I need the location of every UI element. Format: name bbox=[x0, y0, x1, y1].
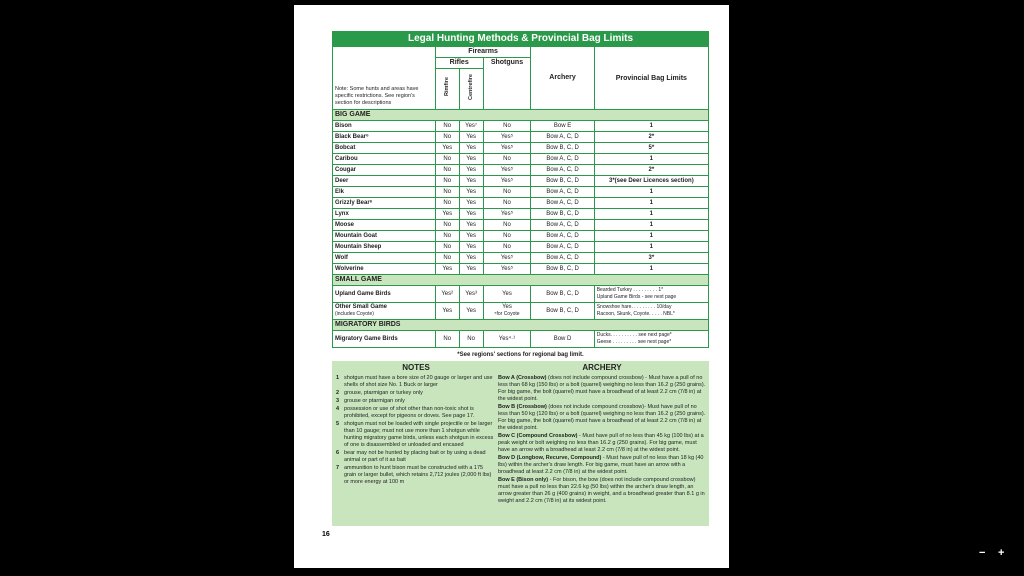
centrefire-value: Yes⁷ bbox=[459, 121, 483, 132]
note-text: grouse or ptarmigan only bbox=[344, 398, 405, 404]
shotgun-value: Yes⁵ bbox=[483, 176, 531, 187]
species-name: Cougar bbox=[333, 165, 436, 176]
bag-limit-value: 1 bbox=[594, 220, 708, 231]
centrefire-value: Yes bbox=[459, 220, 483, 231]
species-name: Wolf bbox=[333, 253, 436, 264]
rimfire-value: No bbox=[435, 187, 459, 198]
centrefire-value: Yes bbox=[459, 253, 483, 264]
species-name: Bison bbox=[333, 121, 436, 132]
archery-item bbox=[498, 375, 706, 403]
archery-value: Bow A, C, D bbox=[531, 242, 594, 253]
shotgun-value: Yes⁵ bbox=[483, 253, 531, 264]
bag-limit-value: 1 bbox=[594, 187, 708, 198]
section-small-game: SMALL GAME bbox=[333, 275, 709, 286]
rimfire-value: No bbox=[435, 121, 459, 132]
bag-limit-value: 1 bbox=[594, 121, 708, 132]
centrefire-value: Yes bbox=[459, 209, 483, 220]
archery-heading: Bow C (Compound Crossbow) bbox=[498, 433, 578, 439]
rimfire-value: No bbox=[435, 231, 459, 242]
note-number: 5 bbox=[336, 421, 340, 427]
shotgun-value: No bbox=[483, 198, 531, 209]
archery-heading: Bow E (Bison only) bbox=[498, 477, 549, 483]
species-name bbox=[333, 303, 436, 320]
shotgun-value: No bbox=[483, 220, 531, 231]
bag-limit-value: 1 bbox=[594, 231, 708, 242]
rimfire-value: No bbox=[435, 331, 459, 348]
archery-text: (does not include compound crossbow) - Must have a pull of no less than 68 kg (150 lbs) or a bolt (quarrel) weighing no less than 16.2 g (250 grains). For big game, the bolt (quarrel) must have a broadhead of at least 2.2 cm (7/8 in) at the widest point. bbox=[498, 375, 706, 402]
table-row bbox=[333, 165, 709, 176]
archery-text: - Must have pull of no less than 45 kg (100 lbs) at a peak weight or bolt weighing no less than 16.2 g (250 grains). For big game, must have an arrow with a broadhead at least 2.2 cm (7/8 in) at the widest point. bbox=[498, 433, 704, 453]
rimfire-value: No bbox=[435, 242, 459, 253]
table-row bbox=[333, 286, 709, 303]
shotgun-value: Yes⁴·¹ bbox=[483, 331, 531, 348]
header-shotguns: Shotguns bbox=[483, 58, 531, 110]
shotgun-value: No bbox=[483, 121, 531, 132]
table-row bbox=[333, 231, 709, 242]
species-name: Mountain Goat bbox=[333, 231, 436, 242]
shotgun-value: No bbox=[483, 231, 531, 242]
rimfire-value: Yes bbox=[435, 143, 459, 154]
section-big-game: BIG GAME bbox=[333, 110, 709, 121]
archery-value: Bow A, C, D bbox=[531, 253, 594, 264]
header-note: Note: Some hunts and areas have specific restrictions. See region's section for descriptions bbox=[333, 47, 436, 110]
archery-value: Bow A, C, D bbox=[531, 231, 594, 242]
centrefire-value: Yes bbox=[459, 176, 483, 187]
archery-text: (does not include compound crossbow)- Must have pull of no less than 50 kg (120 lbs) or a bolt (quarrel) weighing no less than 16.2 g (250 grains). For big game, the bolt (quarrel) must have a broadhead of at least 2.2 cm (7/8 in) at the widest point. bbox=[498, 404, 706, 431]
species-name: Black Bear⁶ bbox=[333, 132, 436, 143]
archery-value: Bow A, C, D bbox=[531, 220, 594, 231]
bag-limit-value bbox=[594, 286, 708, 303]
rimfire-value: Yes bbox=[435, 264, 459, 275]
archery-value: Bow B, C, D bbox=[531, 286, 594, 303]
table-row bbox=[333, 264, 709, 275]
notes-column bbox=[336, 363, 496, 487]
archery-title: ARCHERY bbox=[582, 363, 622, 372]
species-name: Grizzly Bear⁶ bbox=[333, 198, 436, 209]
note-item bbox=[336, 390, 496, 397]
bag-limit-value: 1 bbox=[594, 154, 708, 165]
header-bag-limits: Provincial Bag Limits bbox=[594, 47, 708, 110]
shotgun-value: No bbox=[483, 154, 531, 165]
centrefire-value: Yes bbox=[459, 231, 483, 242]
table-row bbox=[333, 253, 709, 264]
archery-value: Bow A, C, D bbox=[531, 132, 594, 143]
archery-item bbox=[498, 404, 706, 432]
bag-limit-value: 3*(see Deer Licences section) bbox=[594, 176, 708, 187]
note-number: 3 bbox=[336, 398, 340, 404]
bag-limit-value bbox=[594, 331, 708, 348]
bag-limit-line: Ducks. . . . . . . . . . see next page* bbox=[596, 332, 672, 338]
species-name: Migratory Game Birds bbox=[333, 331, 436, 348]
archery-value: Bow B, C, D bbox=[531, 209, 594, 220]
rimfire-value: No bbox=[435, 220, 459, 231]
note-number: 6 bbox=[336, 450, 340, 456]
centrefire-value: No bbox=[459, 331, 483, 348]
note-text: possession or use of shot other than non-toxic shot is prohibited, except for pigeons or doves. See page 17. bbox=[344, 406, 475, 419]
species-name: Upland Game Birds bbox=[333, 286, 436, 303]
bag-limit-value: 3* bbox=[594, 253, 708, 264]
centrefire-value: Yes bbox=[459, 132, 483, 143]
rimfire-value: Yes bbox=[435, 209, 459, 220]
species-subtitle: (includes Coyote) bbox=[335, 311, 374, 317]
table-row bbox=[333, 143, 709, 154]
note-item bbox=[336, 375, 496, 389]
centrefire-value: Yes bbox=[459, 264, 483, 275]
table-row bbox=[333, 154, 709, 165]
bag-limit-value: 2* bbox=[594, 132, 708, 143]
bag-limit-line: Bearded Turkey . . . . . . . . . 1* bbox=[596, 287, 664, 293]
centrefire-value: Yes³ bbox=[459, 286, 483, 303]
shotgun-subtitle: ⁵for Coyote bbox=[494, 311, 520, 317]
zoom-in-icon[interactable]: + bbox=[998, 547, 1005, 559]
centrefire-value: Yes bbox=[459, 165, 483, 176]
rimfire-value: No bbox=[435, 253, 459, 264]
regional-footnote: *See regions' sections for regional bag limit. bbox=[457, 352, 584, 358]
archery-value: Bow B, C, D bbox=[531, 143, 594, 154]
note-number: 2 bbox=[336, 390, 340, 396]
centrefire-value: Yes bbox=[459, 242, 483, 253]
note-text: ammunition to hunt bison must be constructed with a 175 grain or larger bullet, which retains 2,712 joules (2,000 ft lbs) or more energy at 100 m bbox=[344, 465, 492, 485]
table-row bbox=[333, 187, 709, 198]
document-page bbox=[294, 5, 729, 568]
header-centrefire: Centrefire bbox=[468, 74, 475, 100]
species-name: Deer bbox=[333, 176, 436, 187]
centrefire-value: Yes bbox=[459, 198, 483, 209]
table-row bbox=[333, 331, 709, 348]
note-text: bear may not be hunted by placing bait or by using a dead animal or part of it as bait bbox=[344, 450, 486, 463]
bag-limit-value: 1 bbox=[594, 209, 708, 220]
bag-limit-line: Geese . . . . . . . . . see next page* bbox=[596, 339, 672, 345]
note-item bbox=[336, 406, 496, 420]
archery-item bbox=[498, 477, 706, 505]
species-name: Mountain Sheep bbox=[333, 242, 436, 253]
note-text: shotgun must have a bore size of 20 gauge or larger and use shells of shot size No. 1 Buck or larger bbox=[344, 375, 493, 388]
header-rimfire: Rimfire bbox=[444, 77, 451, 97]
rimfire-value: Yes bbox=[435, 303, 459, 320]
table-title: Legal Hunting Methods & Provincial Bag Limits bbox=[332, 31, 709, 46]
section-migratory: MIGRATORY BIRDS bbox=[333, 320, 709, 331]
bag-limit-line: Upland Game Birds - see next page bbox=[596, 294, 677, 300]
table-row bbox=[333, 242, 709, 253]
archery-value: Bow B, C, D bbox=[531, 303, 594, 320]
species-name: Caribou bbox=[333, 154, 436, 165]
note-number: 1 bbox=[336, 375, 340, 381]
species-name: Lynx bbox=[333, 209, 436, 220]
header-rifles: Rifles bbox=[435, 58, 483, 69]
table-row bbox=[333, 121, 709, 132]
note-item bbox=[336, 450, 496, 464]
shotgun-value: Yes bbox=[483, 286, 531, 303]
shotgun-value bbox=[483, 303, 531, 320]
archery-item bbox=[498, 455, 706, 476]
table-row bbox=[333, 303, 709, 320]
zoom-out-icon[interactable]: − bbox=[979, 547, 986, 559]
species-name: Moose bbox=[333, 220, 436, 231]
archery-heading: Bow B (Crossbow) bbox=[498, 404, 547, 410]
shotgun-text: Yes bbox=[502, 304, 512, 310]
archery-value: Bow A, C, D bbox=[531, 154, 594, 165]
shotgun-value: Yes⁵ bbox=[483, 143, 531, 154]
archery-heading: Bow A (Crossbow) bbox=[498, 375, 547, 381]
shotgun-value: No bbox=[483, 242, 531, 253]
table-row bbox=[333, 176, 709, 187]
page-number: 16 bbox=[322, 531, 330, 538]
notes-box bbox=[332, 361, 709, 526]
bag-limit-value: 1 bbox=[594, 242, 708, 253]
rimfire-value: No bbox=[435, 165, 459, 176]
archery-item bbox=[498, 433, 706, 454]
rimfire-value: No bbox=[435, 176, 459, 187]
table-row bbox=[333, 198, 709, 209]
bag-limit-value: 5* bbox=[594, 143, 708, 154]
archery-value: Bow B, C, D bbox=[531, 176, 594, 187]
note-item bbox=[336, 421, 496, 449]
shotgun-value: Yes⁵ bbox=[483, 209, 531, 220]
species-name: Wolverine bbox=[333, 264, 436, 275]
bag-limit-value: 2* bbox=[594, 165, 708, 176]
centrefire-value: Yes bbox=[459, 187, 483, 198]
table-row bbox=[333, 132, 709, 143]
note-number: 7 bbox=[336, 465, 340, 471]
rimfire-value: No bbox=[435, 154, 459, 165]
centrefire-value: Yes bbox=[459, 303, 483, 320]
shotgun-value: No bbox=[483, 187, 531, 198]
centrefire-value: Yes bbox=[459, 143, 483, 154]
bag-limit-value: 1 bbox=[594, 264, 708, 275]
bag-limit-value bbox=[594, 303, 708, 320]
archery-value: Bow A, C, D bbox=[531, 187, 594, 198]
archery-text: - For bison, the bow (does not include compound crossbow) must have a pull no less than 22.6 kg (50 lbs) within the archer's draw length, an arrow greater than 26 g (400 grains) in weight, and a broadhead greater than 8.1 g in weight and 2.2 cm (7/8 in) at its widest point. bbox=[498, 477, 705, 504]
bag-limit-line: Racoon, Skunk, Coyote. . . . . NBL* bbox=[596, 311, 675, 317]
archery-value: Bow E bbox=[531, 121, 594, 132]
table-row bbox=[333, 209, 709, 220]
rimfire-value: No bbox=[435, 198, 459, 209]
archery-text: - Must have pull of no less than 18 kg (40 lbs) within the archer's draw length. For big game, must have an arrow with a broadhead at least 2.2 cm (7/8 in) at the widest point. bbox=[498, 455, 704, 475]
note-text: grouse, ptarmigan or turkey only bbox=[344, 390, 423, 396]
rimfire-value: No bbox=[435, 132, 459, 143]
shotgun-value: Yes⁵ bbox=[483, 264, 531, 275]
species-name: Bobcat bbox=[333, 143, 436, 154]
header-firearms: Firearms bbox=[435, 47, 531, 58]
archery-value: Bow D bbox=[531, 331, 594, 348]
bag-limit-line: Snowshoe hare. . . . . . . . . 10/day bbox=[596, 304, 672, 310]
archery-value: Bow A, C, D bbox=[531, 198, 594, 209]
shotgun-value: Yes⁵ bbox=[483, 132, 531, 143]
archery-value: Bow B, C, D bbox=[531, 264, 594, 275]
table-row bbox=[333, 220, 709, 231]
rimfire-value: Yes² bbox=[435, 286, 459, 303]
archery-value: Bow A, C, D bbox=[531, 165, 594, 176]
note-number: 4 bbox=[336, 406, 340, 412]
shotgun-value: Yes⁵ bbox=[483, 165, 531, 176]
species-name-text: Other Small Game bbox=[335, 304, 388, 310]
bag-limit-value: 1 bbox=[594, 198, 708, 209]
note-item bbox=[336, 398, 496, 405]
archery-column bbox=[498, 363, 706, 506]
species-name: Elk bbox=[333, 187, 436, 198]
header-archery: Archery bbox=[531, 47, 594, 110]
hunting-table bbox=[332, 46, 709, 348]
centrefire-value: Yes bbox=[459, 154, 483, 165]
note-text: shotgun must not be loaded with single projectile or be larger than 10 gauge; must not use more than 1 shotgun while hunting migratory game birds, unless each shotgun in excess of one is disassembled or unloaded and encased bbox=[344, 421, 494, 448]
notes-title: NOTES bbox=[402, 363, 430, 372]
note-item bbox=[336, 465, 496, 486]
archery-heading: Bow D (Longbow, Recurve, Compound) bbox=[498, 455, 602, 461]
